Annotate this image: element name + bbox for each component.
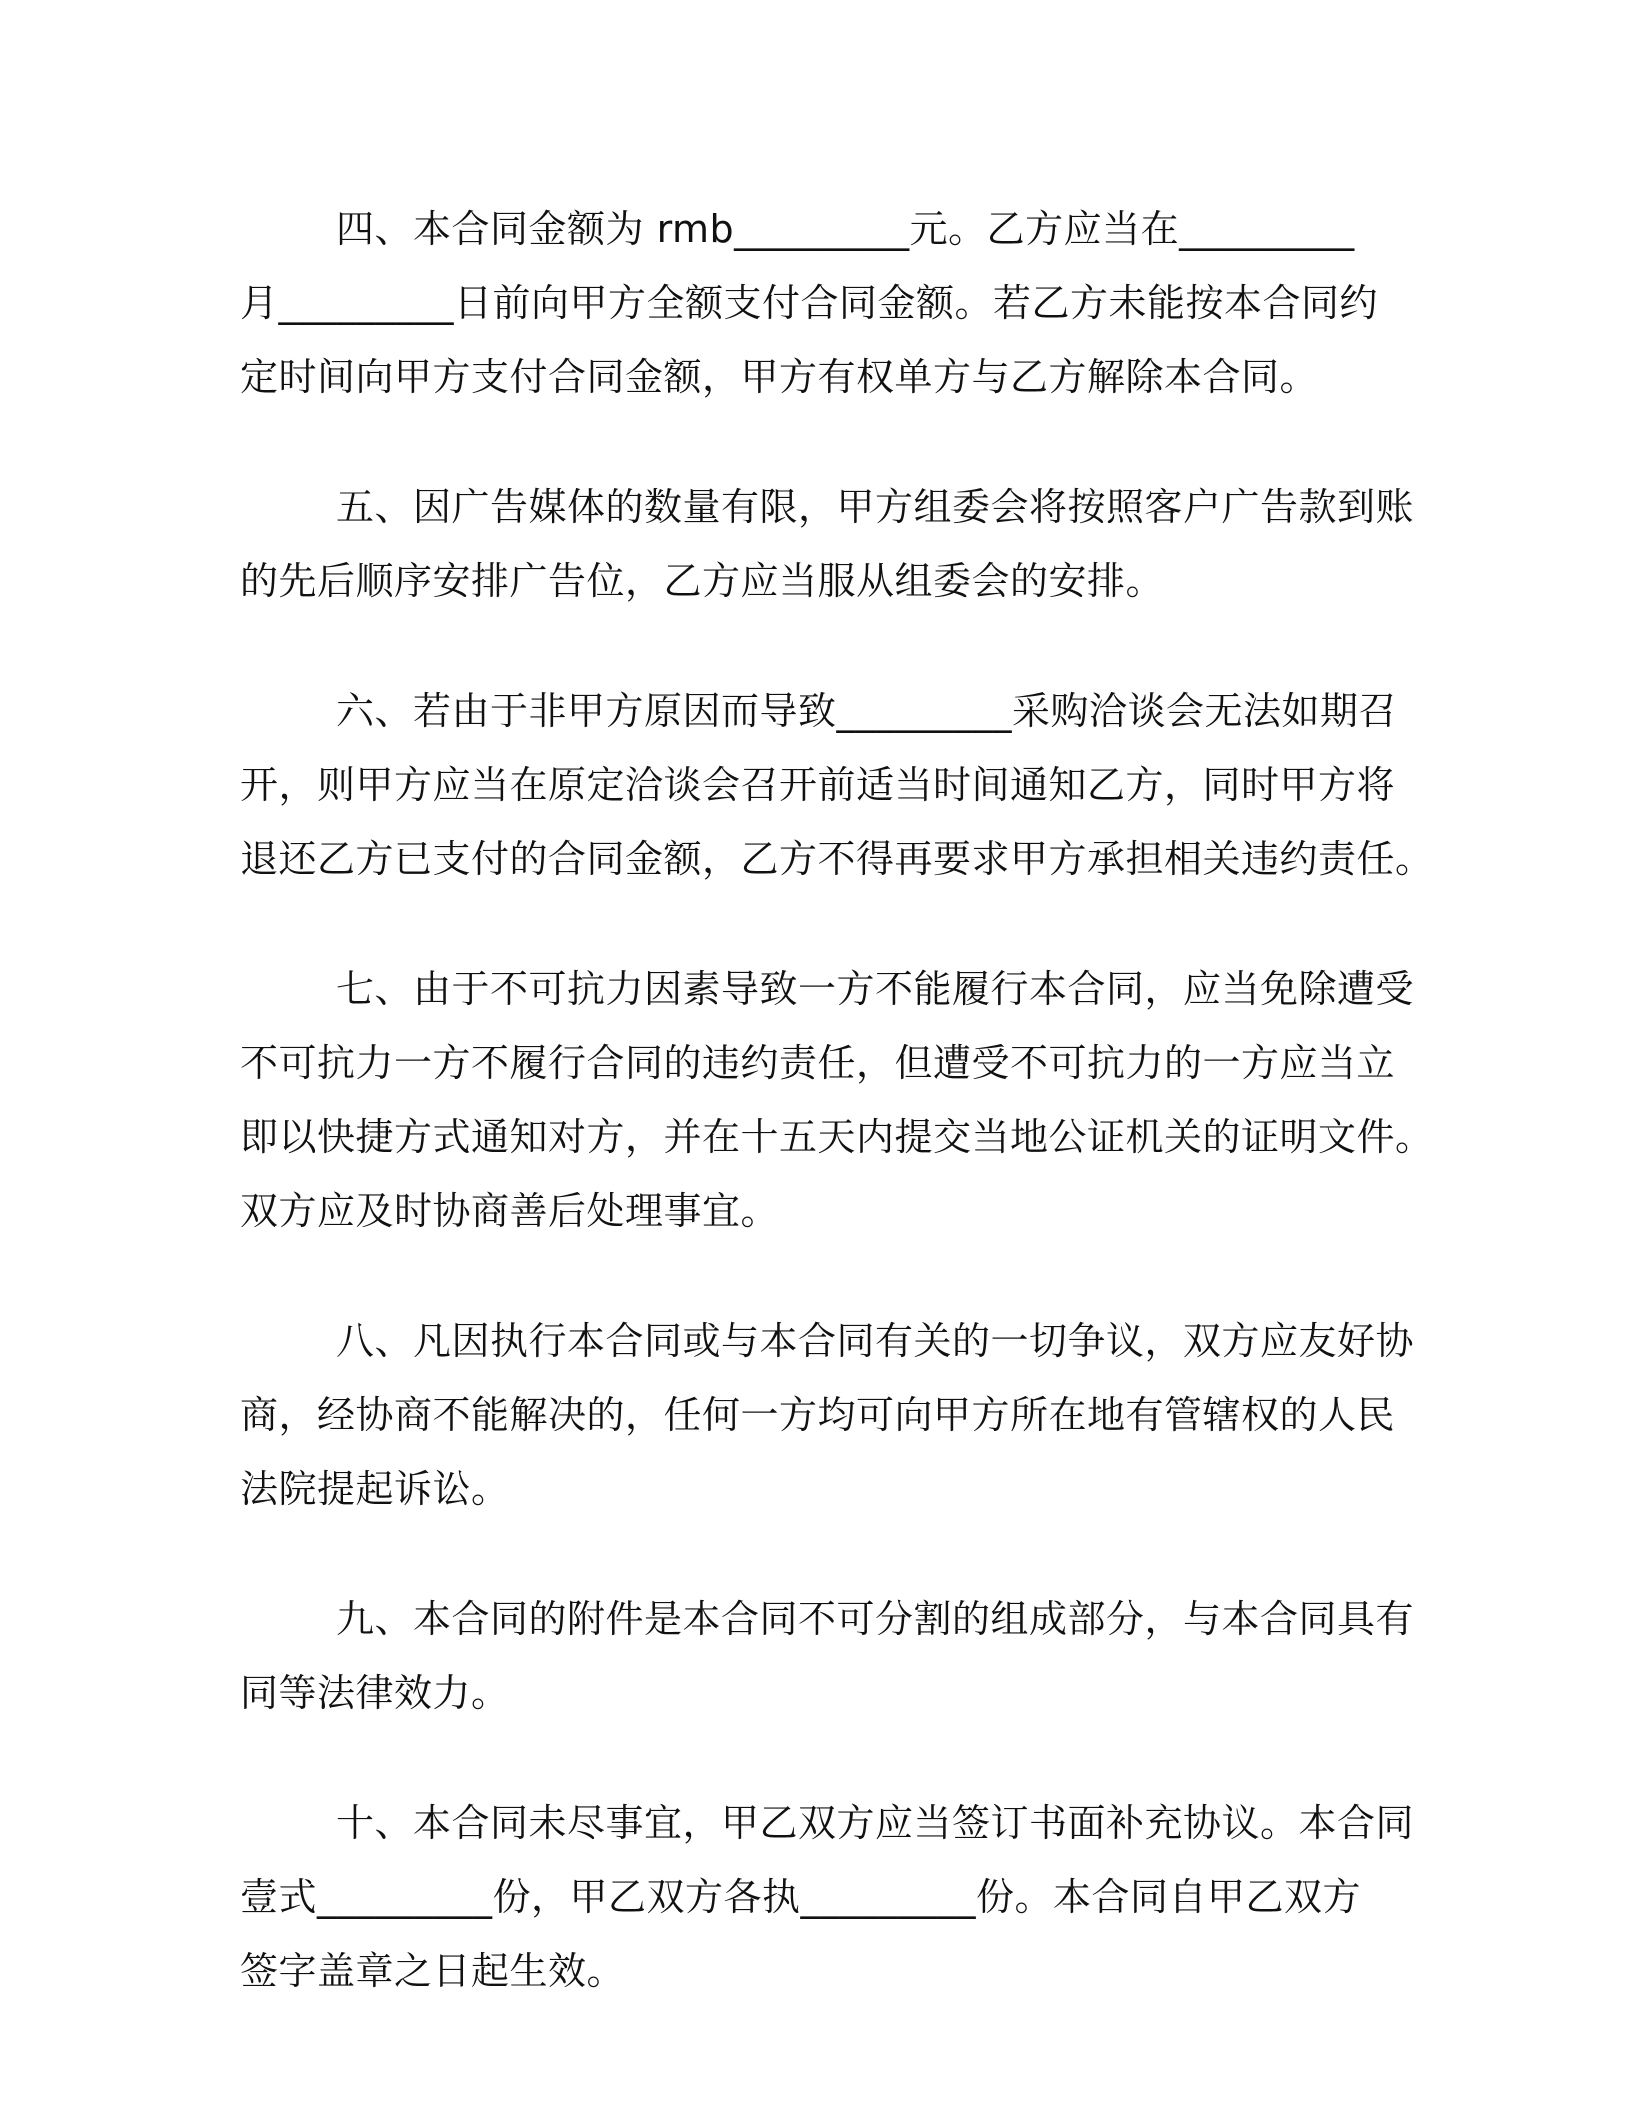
paragraph-line: 壹式_________份，甲乙双方各执_________份。本合同自甲乙双方: [240, 1875, 1362, 1919]
clause-8: [240, 1304, 1415, 1526]
clause-9: [240, 1582, 1415, 1730]
clause-6: [240, 674, 1434, 896]
clause-10: [240, 1786, 1415, 2008]
paragraph-line: 双方应及时协商善后处理事宜。: [240, 1189, 780, 1233]
paragraph-line: 法院提起诉讼。: [240, 1467, 510, 1511]
paragraph-line: 同等法律效力。: [240, 1671, 510, 1715]
paragraph-line: 十、本合同未尽事宜，甲乙双方应当签订书面补充协议。本合同: [336, 1801, 1415, 1845]
clause-7: [240, 952, 1434, 1248]
paragraph-line: 六、若由于非甲方原因而导致_________采购洽谈会无法如期召: [336, 689, 1398, 733]
paragraph-line: 退还乙方已支付的合同金额，乙方不得再要求甲方承担相关违约责任。: [240, 837, 1434, 881]
paragraph-line: 定时间向甲方支付合同金额，甲方有权单方与乙方解除本合同。: [240, 355, 1319, 399]
paragraph-line: 四、本合同金额为 rmb_________元。乙方应当在_________: [336, 207, 1355, 251]
paragraph-line: 七、由于不可抗力因素导致一方不能履行本合同，应当免除遭受: [336, 967, 1415, 1011]
document-page: [240, 192, 1434, 2064]
clause-5: [240, 470, 1415, 618]
paragraph-line: 开，则甲方应当在原定洽谈会召开前适当时间通知乙方，同时甲方将: [240, 763, 1396, 807]
paragraph-line: 商，经协商不能解决的，任何一方均可向甲方所在地有管辖权的人民: [240, 1393, 1396, 1437]
paragraph-line: 月_________日前向甲方全额支付合同金额。若乙方未能按本合同约: [240, 281, 1379, 325]
paragraph-line: 签字盖章之日起生效。: [240, 1949, 626, 1993]
paragraph-line: 五、因广告媒体的数量有限，甲方组委会将按照客户广告款到账: [336, 485, 1415, 529]
paragraph-line: 的先后顺序安排广告位，乙方应当服从组委会的安排。: [240, 559, 1165, 603]
paragraph-line: 即以快捷方式通知对方，并在十五天内提交当地公证机关的证明文件。: [240, 1115, 1434, 1159]
paragraph-line: 不可抗力一方不履行合同的违约责任，但遭受不可抗力的一方应当立: [240, 1041, 1396, 1085]
paragraph-line: 八、凡因执行本合同或与本合同有关的一切争议，双方应友好协: [336, 1319, 1415, 1363]
clause-4: [240, 192, 1380, 414]
paragraph-line: 九、本合同的附件是本合同不可分割的组成部分，与本合同具有: [336, 1597, 1415, 1641]
